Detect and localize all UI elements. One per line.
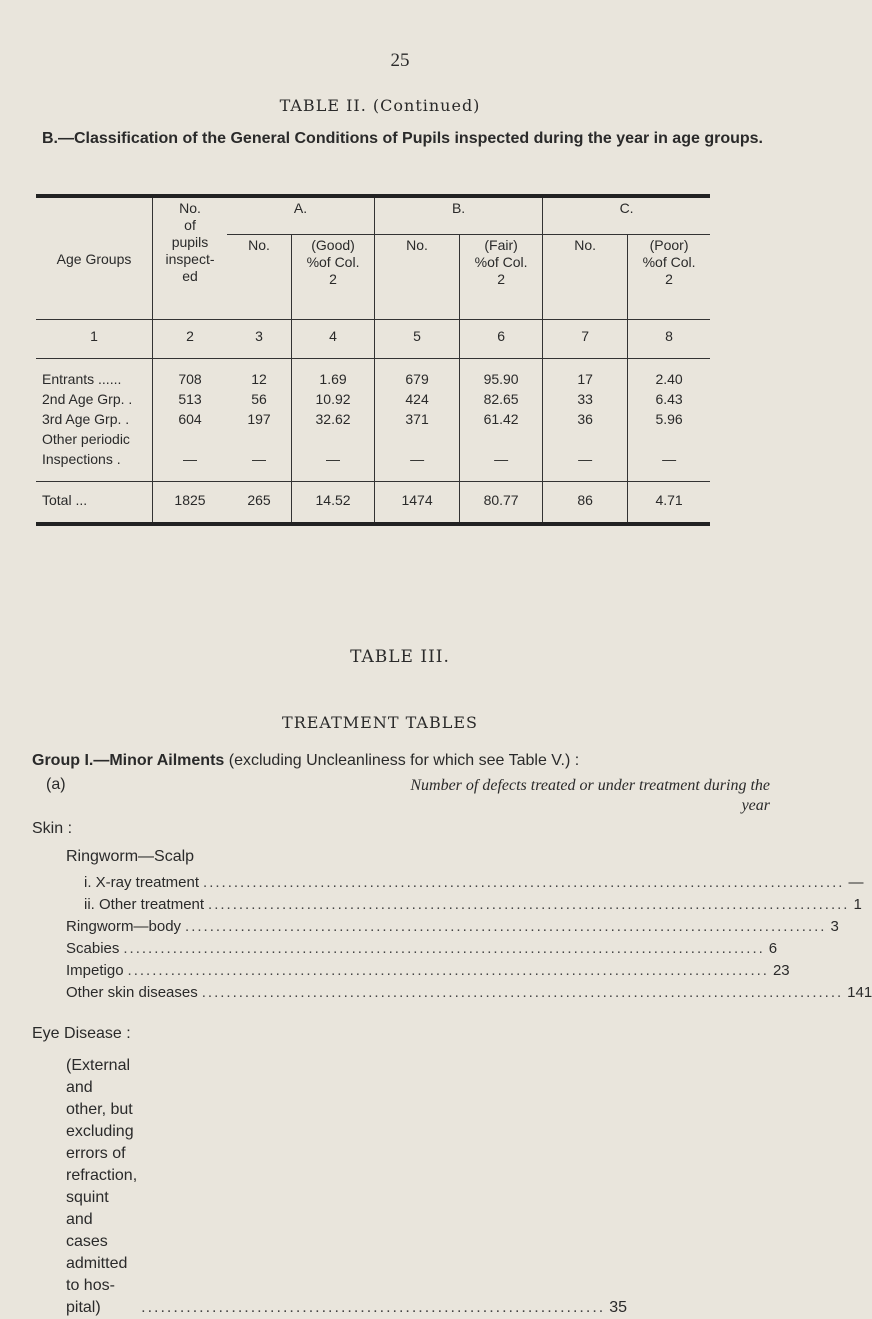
header-group-c: C. bbox=[543, 196, 710, 235]
column-note: Number of defects treated or under treatment during the year bbox=[410, 777, 770, 814]
list-item: Scabies ........................................................................................................ 6 bbox=[66, 940, 778, 957]
header-group-b: B. bbox=[375, 196, 543, 235]
page-number: 25 bbox=[390, 50, 410, 71]
table3-subtitle: TREATMENT TABLES bbox=[282, 713, 478, 732]
table-row: 2nd Age Grp. . 513 56 10.92 424 82.65 33 6.43 bbox=[36, 389, 710, 409]
eye-disease-heading: Eye Disease : bbox=[32, 1025, 131, 1042]
table3-title: TABLE III. bbox=[350, 647, 450, 667]
table-row: Other periodic bbox=[36, 429, 710, 449]
header-c-no: No. bbox=[543, 235, 628, 320]
skin-heading: Skin : bbox=[32, 820, 73, 837]
header-age-groups: Age Groups bbox=[56, 250, 132, 267]
list-item: i. X-ray treatment ........................................................................................................ — bbox=[84, 874, 864, 891]
list-item: Other skin diseases ........................................................................................................ 141 bbox=[66, 984, 872, 1001]
header-no-of-pupils: No. of pupils inspect- ed bbox=[153, 196, 228, 320]
column-number-row: 1 2 3 4 5 6 7 8 bbox=[36, 320, 710, 359]
header-a-no: No. bbox=[248, 237, 270, 253]
eye-disease-note: (External and other, but excluding errors of refraction, squint and cases admitted to hos- pital) ........................................................................ 35 bbox=[66, 1057, 627, 1316]
header-good: (Good) %of Col. 2 bbox=[292, 235, 375, 320]
group-heading: Group I.—Minor Ailments (excluding Uncleanliness for which see Table V.) : bbox=[32, 752, 580, 769]
table-row: 3rd Age Grp. . 604 197 32.62 371 61.42 36 5.96 bbox=[36, 409, 710, 429]
header-fair: (Fair) %of Col. 2 bbox=[460, 235, 543, 320]
table2-title: TABLE II. (Continued) bbox=[279, 96, 481, 115]
table2-heading: B.—Classification of the General Conditions of Pupils inspected during the year in age groups. bbox=[42, 130, 763, 147]
list-item: ii. Other treatment ........................................................................................................ 1 bbox=[84, 896, 862, 913]
table-row: Entrants ...... 708 12 1.69 679 95.90 17 2.40 bbox=[36, 359, 710, 390]
label-a: (a) bbox=[46, 776, 66, 793]
classification-table bbox=[36, 194, 710, 526]
list-item: Ringworm—body ........................................................................................................ 3 bbox=[66, 918, 839, 935]
header-group-a: A. bbox=[227, 196, 375, 235]
total-row: Total ... 1825 265 14.52 1474 80.77 86 4.71 bbox=[36, 482, 710, 525]
skin-items-list bbox=[66, 874, 872, 1006]
ringworm-scalp-heading: Ringworm—Scalp bbox=[66, 848, 195, 865]
table-row: Inspections . — — — — — — — bbox=[36, 449, 710, 482]
list-item: Impetigo ........................................................................................................ 23 bbox=[66, 962, 790, 979]
header-b-no: No. bbox=[375, 235, 460, 320]
header-poor: (Poor) %of Col. 2 bbox=[628, 235, 710, 320]
